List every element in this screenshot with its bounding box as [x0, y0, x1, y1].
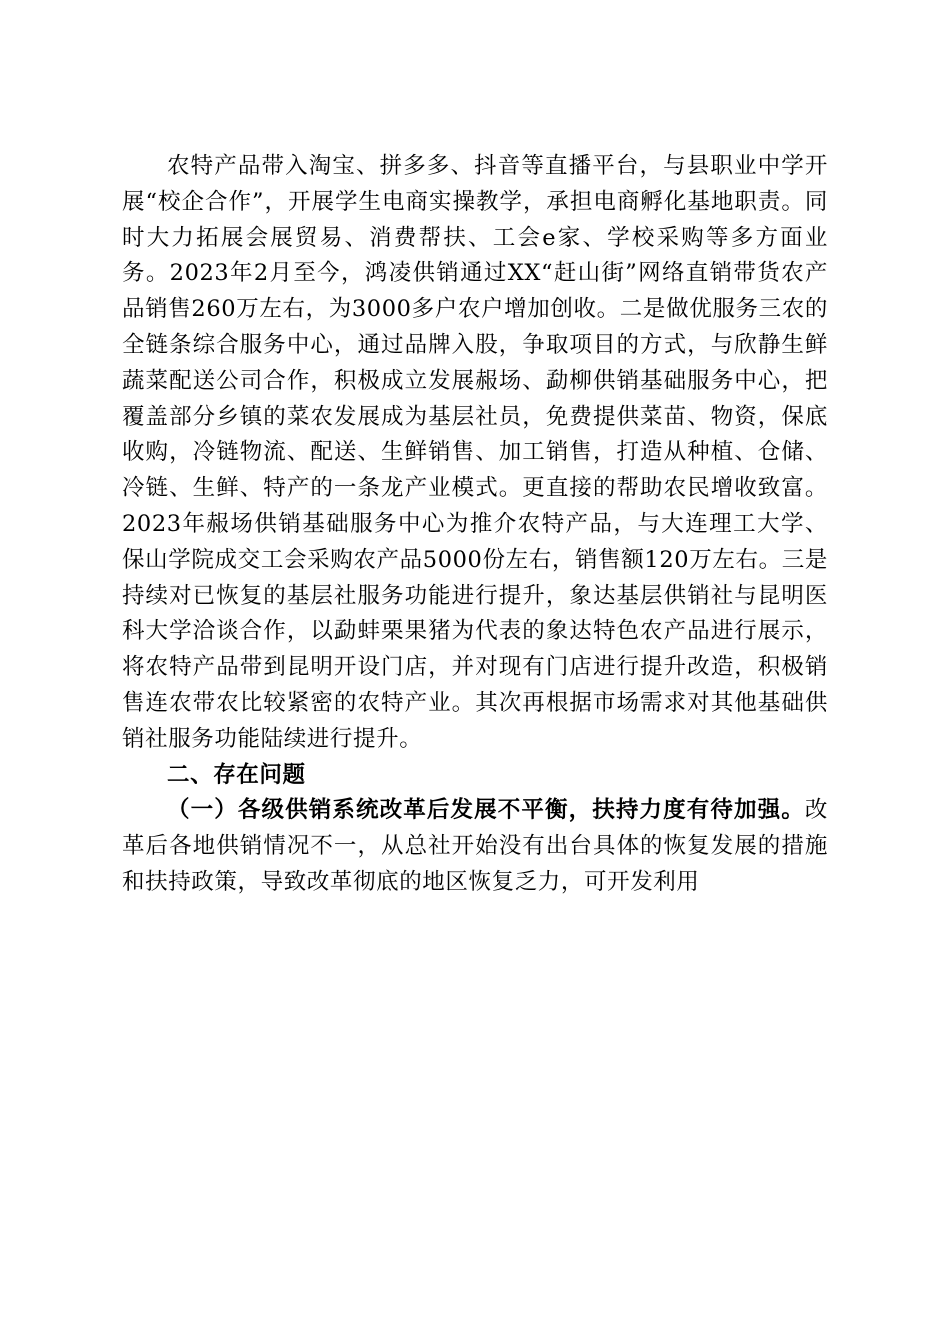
subsection-paragraph	[122, 793, 828, 900]
body-paragraph: 农特产品带入淘宝、拼多多、抖音等直播平台，与县职业中学开展“校企合作”，开展学生电商实操教学，承担电商孵化基地职责。同时大力拓展会展贸易、消费帮扶、工会e家、学校采购等多方面业务。2023年2月至今，鸿凌供销通过XX“赶山街”网络直销带货农产品销售260万左右，为3000多户农户增加创收。二是做优服务三农的全链条综合服务中心，通过品牌入股，争取项目的方式，与欣静生鲜蔬菜配送公司合作，积极成立发展赧场、勐柳供销基础服务中心，把覆盖部分乡镇的菜农发展成为基层社员，免费提供菜苗、物资，保底收购，冷链物流、配送、生鲜销售、加工销售，打造从种植、仓储、冷链、生鲜、特产的一条龙产业模式。更直接的帮助农民增收致富。2023年赧场供销基础服务中心为推介农特产品，与大连理工大学、保山学院成交工会采购农产品5000份左右，销售额120万左右。三是持续对已恢复的基层社服务功能进行提升，象达基层供销社与昆明医科大学洽谈合作，以勐蚌栗果猪为代表的象达特色农产品进行展示，将农特产品带到昆明开设门店，并对现有门店进行提升改造，积极销售连农带农比较紧密的农特产业。其次再根据市场需求对其他基础供销社服务功能陆续进行提升。	[122, 153, 828, 752]
section-heading: 二、存在问题	[167, 761, 306, 788]
subsection-body: 改革后各地供销情况不一，从总社开始没有出台具体的恢复发展的措施和扶持政策，导致改革彻底的地区恢复乏力，可开发利用	[122, 797, 828, 895]
document-body	[122, 149, 828, 901]
subsection-bold-lead: （一）各级供销系统改革后发展不平衡，扶持力度有待加强。	[167, 797, 805, 824]
